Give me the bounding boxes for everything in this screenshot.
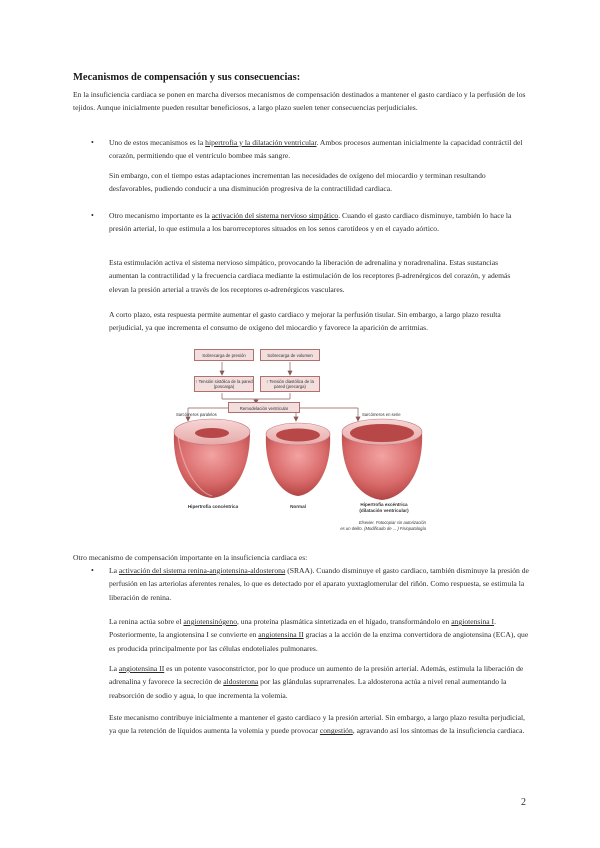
- bullet2-text-pre: Otro mecanismo importante es la: [109, 211, 212, 220]
- sraa-link[interactable]: activación del sistema renina-angiotensina-aldosterona: [118, 566, 286, 575]
- bullet-marker: •: [91, 138, 94, 147]
- volume-overload-box: Sobrecarga de volumen: [260, 349, 320, 361]
- hypertrophy-link[interactable]: hipertrofia y la dilatación ventricular: [205, 138, 317, 147]
- aldosterone-link[interactable]: aldosterona: [223, 677, 259, 687]
- bullet1-text-pre: Uno de estos mecanismos es la: [109, 138, 206, 147]
- section2-intro: Otro mecanismo de compensación importante en la insuficiencia cardiaca es:: [73, 553, 308, 562]
- series-sarcomeres-label: Sarcómeros en serie: [362, 412, 401, 417]
- ventricular-remodeling-box: Remodelación ventricular: [228, 402, 300, 413]
- diastolic-tension-box: ↑ Tensión diastólica de la pared (precarga): [260, 376, 320, 392]
- pressure-overload-box: Sobrecarga de presión: [194, 349, 254, 361]
- conclusion-text-a: Este mecanismo contribuye inicialmente a mantener el gasto cardiaco y la presión arterial. Sin embargo, a largo plazo resulta perjudicial, ya que la retención de líquidos aumenta la volemia y puede provocar: [109, 713, 525, 736]
- bullet-marker: •: [91, 566, 94, 575]
- bullet1-text-post: . Ambos procesos aumentan inicialmente la capacidad contráctil del corazón, permitiendo que el ventrículo bombee más sangre.: [109, 138, 523, 161]
- eccentric-caption: Hipertrofia excéntrica (dilatación ventricular): [359, 502, 409, 513]
- renin-text-d: gracias a la acción de la enzima convertidora de angiotensina (ECA), que es producida principalmente por las células endoteliales pulmonares.: [109, 630, 529, 653]
- angiotensinogen-link[interactable]: angiotensinógeno: [183, 617, 237, 626]
- renin-text-b: , una proteína plasmática sintetizada en el hígado, transformándolo en: [237, 617, 452, 626]
- eccentric-heart: [342, 419, 422, 500]
- systolic-tension-box: ↑ Tensión sistólica de la pared (poscarga): [194, 376, 254, 392]
- page-number: 2: [521, 797, 526, 808]
- renin-text-c: . Posteriormente, la angiotensina I se convierte en: [109, 617, 496, 640]
- renin-paragraph: [109, 615, 529, 655]
- angiotensin-text-c: por las glándulas suprarrenales. La aldosterona actúa a nivel renal aumentando la reabsorción de sodio y agua, lo que incrementa la volemia.: [109, 677, 507, 700]
- bullet2-text-post: . Cuando el gasto cardiaco disminuye, también lo hace la presión arterial, lo que estimula a los barorreceptores situados en los senos carotídeos y en el cayado aórtico.: [109, 211, 512, 234]
- parallel-sarcomeres-label: Sarcómeros paralelos: [176, 412, 217, 417]
- conclusion-paragraph: [109, 711, 529, 738]
- intro-paragraph: En la insuficiencia cardiaca se ponen en marcha diversos mecanismos de compensación destinados a mantener el gasto cardiaco y la perfusión de los tejidos. Aunque inicialmente pueden resultar beneficiosos, a largo plazo suelen tener consecuencias perjudiciales.: [73, 90, 526, 113]
- angiotensin-text-b: es un potente vasoconstrictor, por lo que produce un aumento de la presión arterial. Además, estimula la liberación de adrenalina y favorece la secreción de: [109, 664, 524, 687]
- section-title: Mecanismos de compensación y sus consecuencias:: [73, 72, 301, 83]
- angiotensin-text-a: La: [109, 664, 119, 673]
- angiotensin-i-link[interactable]: angiotensina I: [451, 617, 495, 626]
- figure-source-line-2: es un delito. (Modificado de ... ) Fisiopatología: [340, 526, 426, 531]
- normal-caption: Normal: [290, 504, 306, 509]
- bullet-marker: •: [91, 211, 94, 220]
- conclusion-text-b: , agravando así los síntomas de la insuficiencia cardiaca.: [352, 726, 525, 736]
- bullet3-paragraph: [109, 564, 529, 604]
- renin-text-a: La renina actúa sobre el: [109, 617, 184, 626]
- bullet2-paragraph: [109, 209, 529, 236]
- figure-source-line-1: Elsevier. Fotocopiar sin autorización: [358, 520, 426, 525]
- concentric-heart: [174, 419, 250, 498]
- bullet3-text-post: (SRAA). Cuando disminuye el gasto cardiaco, también disminuye la presión de perfusión en las arteriolas aferentes renales, lo que es detectado por el aparato yuxtaglomerular del riñón. Como respuesta, se estimula la liberación de renina.: [109, 566, 529, 602]
- ventricular-remodeling-figure: [168, 344, 430, 536]
- angiotensin-ii-link[interactable]: angiotensina II: [258, 630, 304, 640]
- bullet1-paragraph: [109, 136, 529, 163]
- bullet1-paragraph-2: Sin embargo, con el tiempo estas adaptaciones incrementan las necesidades de oxígeno del miocardio y terminan resultando desfavorables, pudiendo conducir a una disminución progresiva de la contractilidad cardiaca.: [109, 171, 486, 194]
- normal-heart: [266, 423, 330, 496]
- bullet2-paragraph-2: Esta estimulación activa el sistema nervioso simpático, provocando la liberación de adrenalina y noradrenalina. Estas sustancias aumentan la contractilidad y la frecuencia cardiaca mediante la estimulación de los receptores β-adrenérgicos del corazón, y además elevan la presión arterial a través de los receptores α-adrenérgicos vasculares.: [109, 258, 511, 294]
- concentric-caption: Hipertrofia concéntrica: [187, 504, 239, 509]
- angiotensin-paragraph: [109, 662, 529, 702]
- bullet3-text-pre: La: [109, 566, 119, 575]
- bullet2-paragraph-3: A corto plazo, esta respuesta permite aumentar el gasto cardiaco y mejorar la perfusión tisular. Sin embargo, a largo plazo resulta perjudicial, ya que incrementa el consumo de oxígeno del miocardio y favorece la aparición de arritmias.: [109, 310, 501, 333]
- angiotensin-ii-link-2[interactable]: angiotensina II: [118, 664, 165, 673]
- congestion-link[interactable]: congestión: [319, 726, 353, 736]
- sympathetic-link[interactable]: activación del sistema nervioso simpático: [211, 211, 339, 220]
